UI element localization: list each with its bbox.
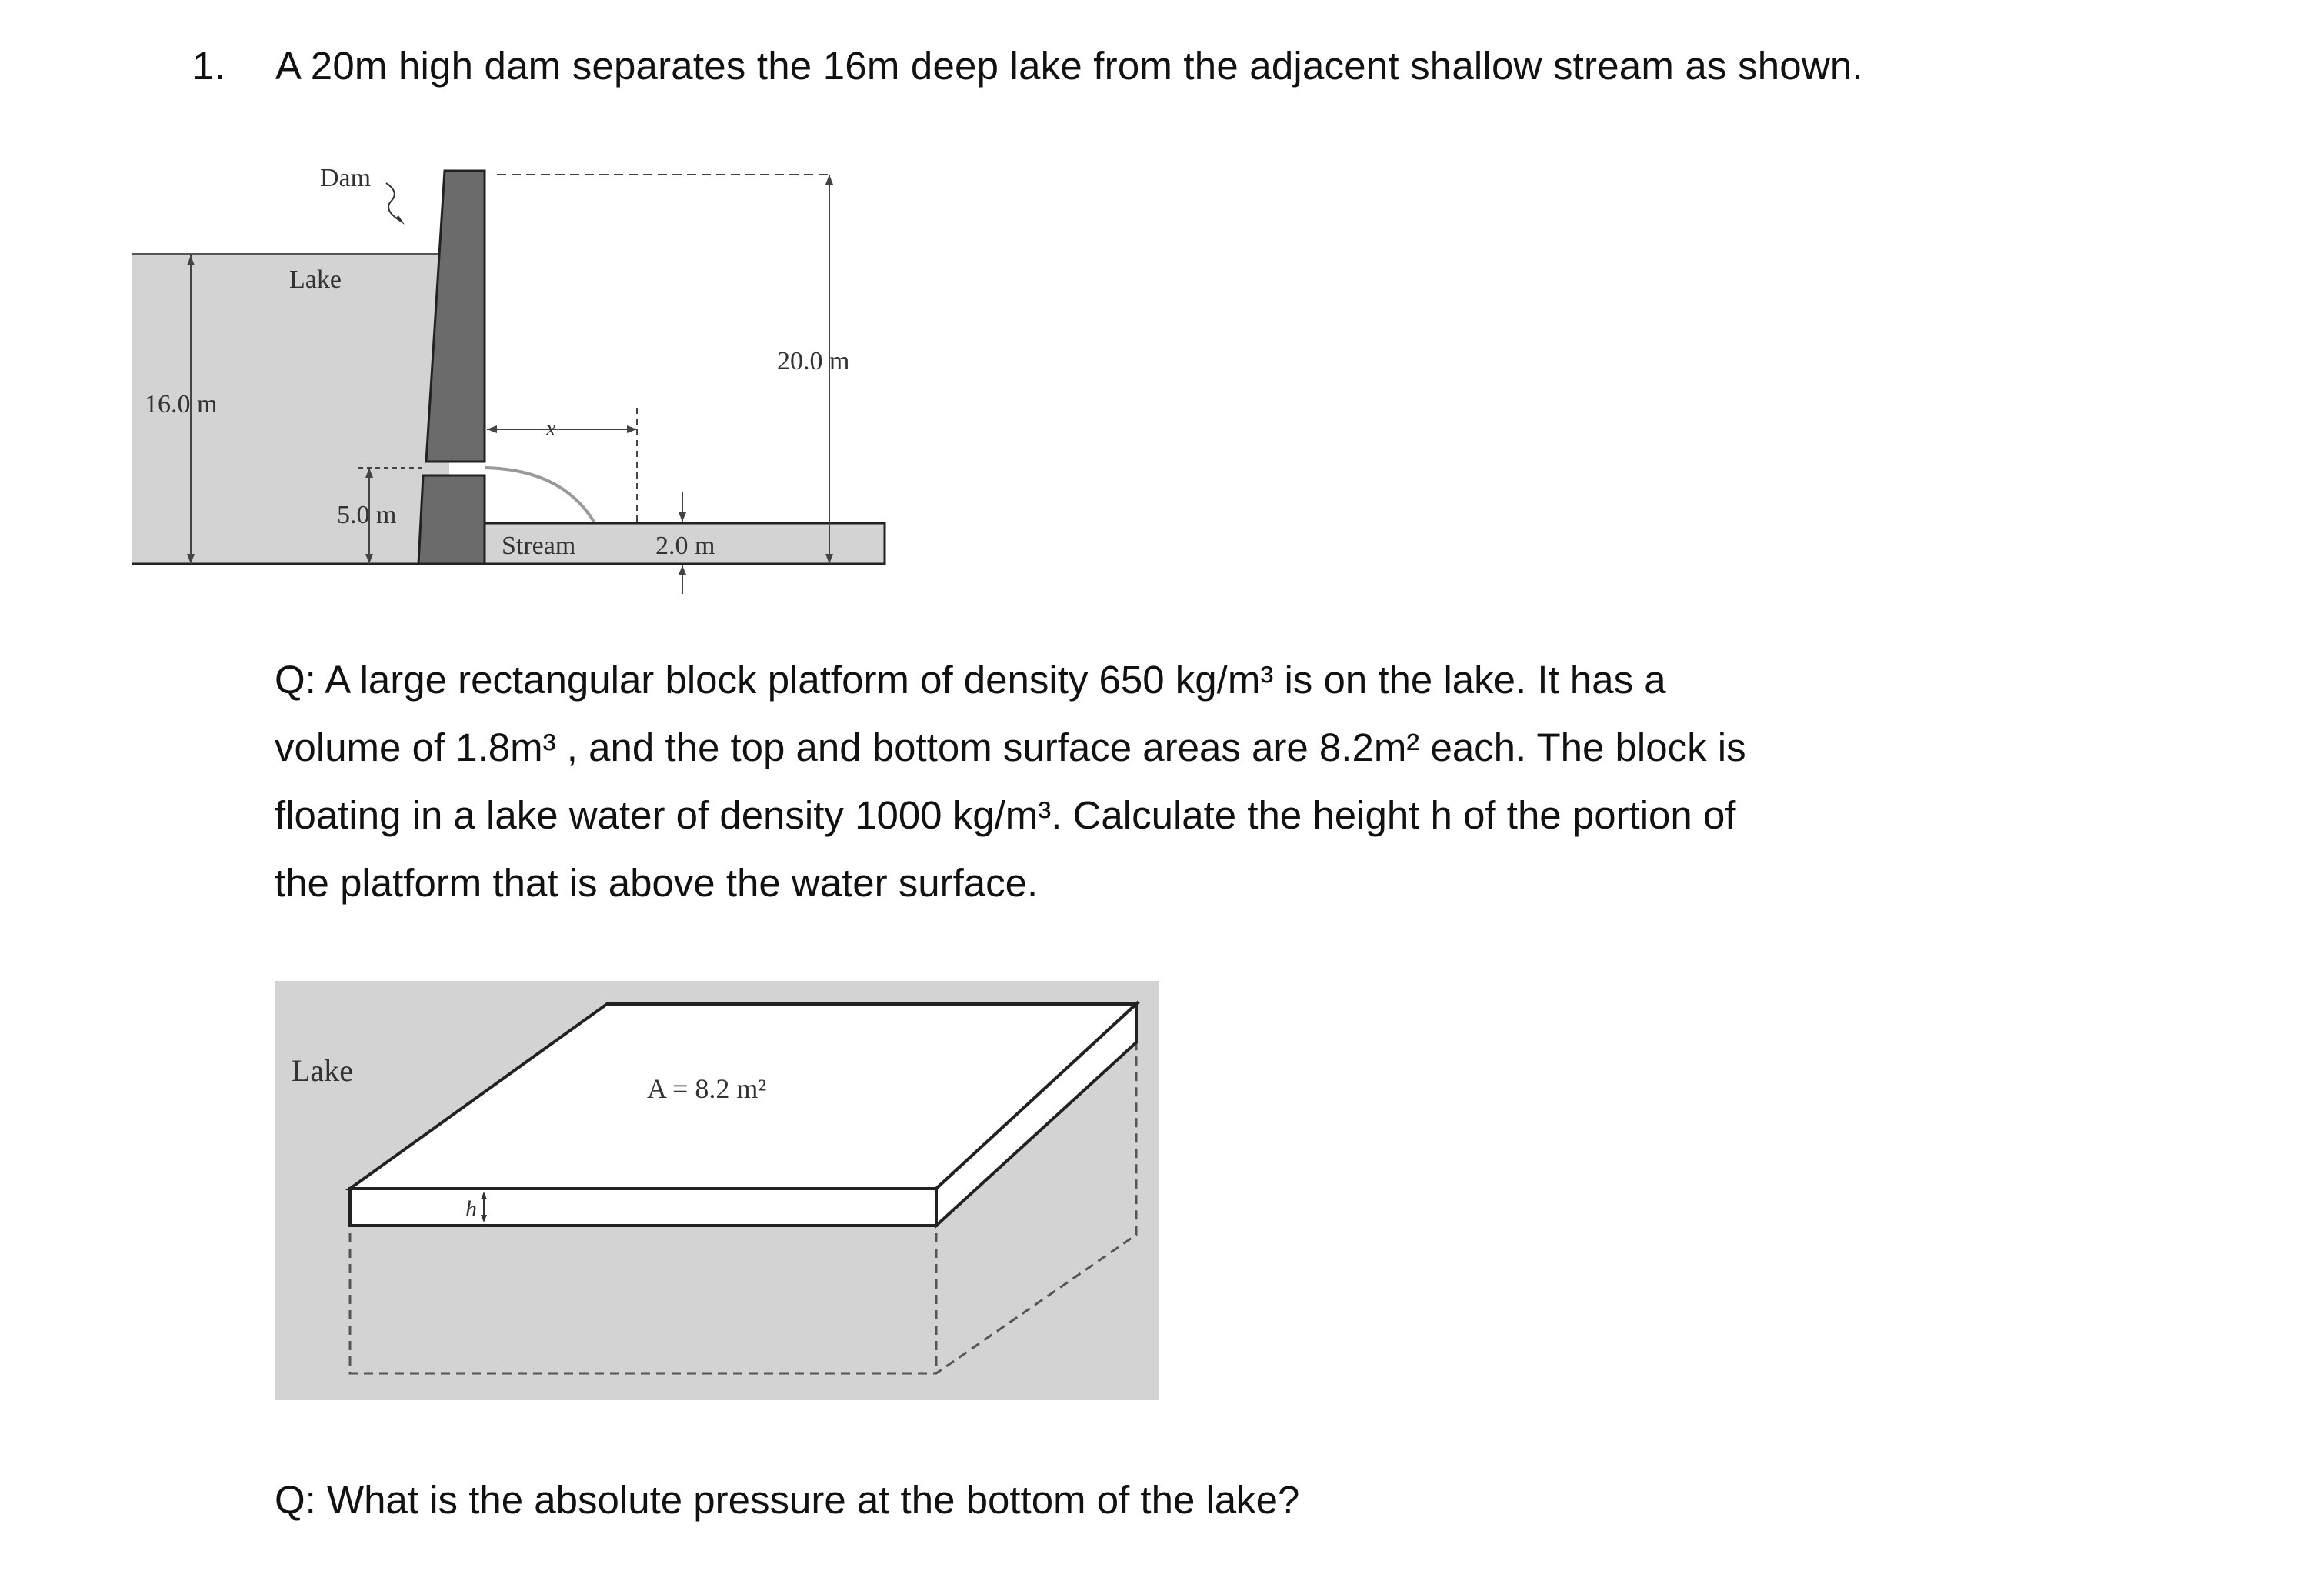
question-1-line-3: floating in a lake water of density 1000 kg/m³. Calculate the height h of the portion of bbox=[275, 793, 1736, 837]
problem-text: A 20m high dam separates the 16m deep lake from the adjacent shallow stream as shown. bbox=[275, 44, 1863, 88]
water-jet bbox=[485, 468, 594, 522]
label-gap: 5.0 m bbox=[337, 501, 397, 529]
label-dam-height: 20.0 m bbox=[777, 347, 850, 375]
x-arrow-right bbox=[627, 425, 637, 433]
stream-depth-arrow-down bbox=[679, 512, 686, 522]
problem-statement bbox=[192, 43, 1863, 88]
dam-pointer-arrowhead bbox=[395, 215, 405, 225]
label-lake-2: Lake bbox=[292, 1053, 353, 1088]
dam-diagram bbox=[131, 154, 908, 600]
label-stream: Stream bbox=[502, 532, 576, 560]
question-1 bbox=[275, 646, 2159, 917]
dam-upper bbox=[426, 171, 485, 462]
platform-front-face bbox=[350, 1189, 936, 1226]
label-dam: Dam bbox=[320, 164, 372, 192]
label-stream-depth: 2.0 m bbox=[655, 532, 715, 560]
dam-lower bbox=[418, 475, 485, 564]
label-h: h bbox=[465, 1196, 477, 1222]
dam-height-arrow-top bbox=[825, 175, 833, 185]
label-area: A = 8.2 m² bbox=[647, 1073, 767, 1104]
dam-pointer bbox=[386, 183, 402, 222]
x-arrow-left bbox=[487, 425, 497, 433]
platform-diagram bbox=[275, 981, 1159, 1400]
question-1-line-4: the platform that is above the water surface. bbox=[275, 861, 1039, 905]
label-lake: Lake bbox=[289, 265, 342, 294]
problem-number: 1. bbox=[192, 44, 225, 88]
question-2: Q: What is the absolute pressure at the bottom of the lake? bbox=[275, 1478, 1300, 1522]
label-lake-depth: 16.0 m bbox=[145, 390, 218, 419]
stream-depth-arrow-up bbox=[679, 565, 686, 575]
label-x: x bbox=[546, 417, 556, 441]
question-1-line-1: Q: A large rectangular block platform of density 650 kg/m³ is on the lake. It has a bbox=[275, 658, 1666, 702]
question-1-line-2: volume of 1.8m³ , and the top and bottom surface areas are 8.2m² each. The block is bbox=[275, 725, 1746, 769]
